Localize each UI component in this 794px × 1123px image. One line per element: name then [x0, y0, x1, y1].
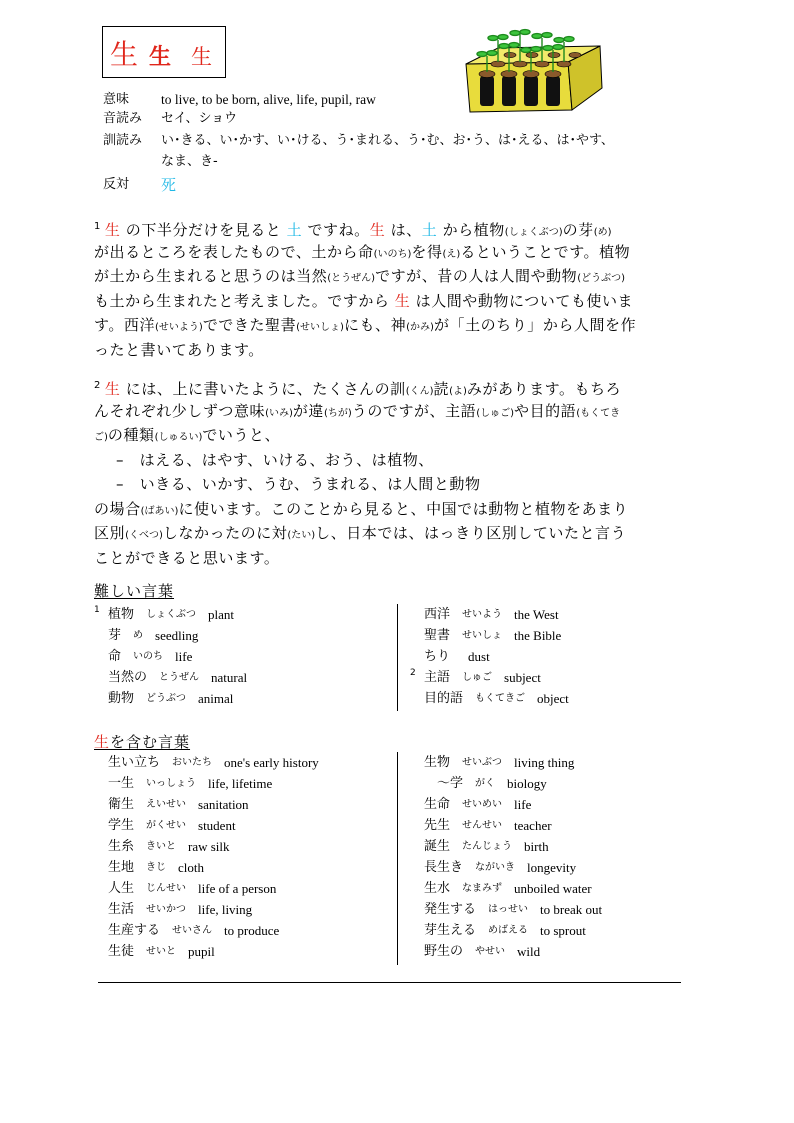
vocab-reading: せいしょ [462, 630, 503, 641]
vocab-reading: せんせい [462, 820, 503, 831]
kun-reading-label: 訓読み [103, 133, 143, 148]
text: るということです。植物 [460, 242, 631, 261]
vocab-word: 衛生 [108, 797, 135, 812]
vocab-reading: ながいき [475, 862, 516, 873]
vocab-english: life of a person [198, 881, 277, 896]
kanji-glyph-brush: 生 [191, 45, 212, 69]
containing-words-heading [94, 731, 190, 752]
vocab-reading: たんじょう [462, 841, 513, 852]
reading: (しょくぶつ) [504, 227, 563, 238]
vocab-reading: め [133, 630, 144, 641]
vocab-english: raw silk [188, 839, 230, 854]
vocab-word: 生産する [108, 923, 161, 938]
highlight-kanji: 生 [104, 380, 121, 398]
vocab-reading: せいぶつ [462, 757, 503, 768]
vocab-word: 誕生 [424, 839, 451, 854]
text: は、 [385, 221, 422, 239]
text: に使います。このことから見ると、中国では動物と植物をあまり [178, 499, 629, 518]
vocab-english: the Bible [514, 628, 562, 643]
text: から植物 [437, 221, 505, 239]
reading: ご) [94, 432, 108, 443]
text: ですが、昔の人は人間や動物 [375, 267, 578, 285]
vocab-reading: いっしょう [146, 778, 197, 789]
vocab-word: 発生する [424, 902, 477, 917]
on-reading-value: セイ、ショウ [161, 111, 238, 126]
paragraph-1 [94, 215, 704, 362]
vocab-english: life [175, 649, 193, 664]
reading: (しゅるい) [154, 432, 203, 443]
vocab-word: 動物 [108, 691, 135, 706]
vocab-word: 植物 [108, 607, 135, 622]
vocab-english: to produce [224, 923, 280, 938]
paragraph-2 [94, 374, 704, 570]
highlight-kanji: 生 [369, 221, 386, 239]
kanji-title-box [102, 26, 226, 78]
vocab-english: one's early history [224, 755, 319, 770]
vocab-reading: えいせい [146, 799, 187, 810]
vocab-english: unboiled water [514, 881, 592, 896]
reading: (かみ) [406, 322, 434, 333]
vocab-reading: せいかつ [146, 904, 187, 915]
vocab-reading: きいと [146, 841, 177, 852]
containing-words-right [410, 752, 710, 967]
reading: (くん) [405, 386, 434, 397]
vocab-word: 当然の [108, 670, 148, 685]
text: 区別 [94, 524, 126, 542]
meaning-label: 意味 [103, 92, 130, 107]
reading: (たい) [287, 530, 316, 541]
vocab-reading: しょくぶつ [146, 609, 197, 620]
vocab-reading: いのち [133, 651, 164, 662]
seedling-tray-illustration [462, 26, 604, 114]
text: が「土のちり」から人間を作 [433, 316, 637, 334]
vocab-word: ～学 [424, 776, 464, 791]
vocab-english: object [537, 691, 569, 706]
reading: (ちが) [323, 407, 352, 419]
vocab-english: wild [517, 944, 541, 959]
vocab-word: 学生 [108, 818, 135, 833]
vocab-english: teacher [514, 818, 552, 833]
vocab-word: 命 [108, 649, 122, 664]
heading-kanji: 生 [94, 733, 111, 751]
note-number: 1 [94, 605, 100, 615]
kun-reading-value-1: い･きる、い･かす、い･ける、う･まれる、う･む、お･う、は･える、は･やす、 [161, 133, 614, 148]
reading: (もくてき [576, 407, 621, 419]
highlight-kanji: 生 [394, 291, 411, 310]
highlight-kanji: 生 [104, 221, 121, 239]
vocab-word: 生地 [108, 860, 135, 875]
vocab-reading: どうぶつ [146, 693, 187, 704]
vocab-reading: はっせい [488, 904, 529, 915]
text: の下半分だけを見ると [120, 221, 287, 239]
vocab-reading: がく [475, 778, 496, 789]
opposite-value: 死 [161, 176, 177, 194]
vocab-reading: しゅご [462, 672, 493, 683]
difficult-words-heading: 難しい言葉 [94, 582, 175, 600]
text: んそれぞれ少しずつ意味 [94, 401, 266, 420]
bullet-humans-animals: – いきる、いかす、うむ、うまれる、は人間と動物 [116, 475, 481, 493]
reading: (せいしょ) [296, 322, 344, 333]
vocab-word: 生糸 [108, 839, 135, 854]
column-divider [397, 752, 398, 965]
vocab-english: plant [208, 607, 235, 622]
text: ですね。 [302, 221, 370, 239]
kanji-glyph-gothic: 生 [110, 38, 139, 71]
text: みがあります。もちろ [466, 380, 622, 398]
text: には、上に書いたように、たくさんの訓 [120, 380, 406, 398]
vocab-reading: がくせい [146, 820, 187, 831]
bullet-plants: – はえる、はやす、いける、おう、は植物、 [116, 450, 434, 469]
reading: (くべつ) [125, 530, 163, 541]
vocab-english: subject [504, 670, 541, 685]
heading-text: を含む言葉 [110, 733, 191, 751]
text: しなかったのに対 [162, 524, 288, 542]
vocab-english: dust [468, 649, 490, 664]
vocab-word: 生物 [424, 755, 451, 770]
reading: (え) [442, 248, 461, 260]
vocab-english: pupil [188, 944, 215, 959]
bottom-rule [98, 982, 681, 983]
vocab-reading: せいめい [462, 799, 503, 810]
vocab-reading: もくてきご [475, 693, 526, 704]
reading: (いみ) [265, 407, 293, 419]
vocab-english: cloth [178, 860, 205, 875]
vocab-word: 主語 [424, 670, 451, 685]
on-reading-label: 音読み [103, 111, 143, 126]
text: し、日本では、はっきり区別していたと言う [315, 524, 627, 542]
vocab-english: living thing [514, 755, 575, 770]
vocab-word: ちり [424, 649, 451, 664]
reading: (ばあい) [140, 505, 179, 517]
vocab-reading: じんせい [146, 883, 187, 894]
text: の種類 [107, 426, 155, 444]
reading: (どうぶつ) [577, 273, 626, 284]
text: 読 [433, 380, 450, 398]
vocab-word: 生い立ち [108, 755, 161, 770]
vocab-english: natural [211, 670, 248, 685]
reading: (とうぜん) [327, 273, 376, 284]
vocab-word: 野生の [424, 944, 464, 959]
note-number: 2 [410, 668, 416, 678]
text: ことができると思います。 [94, 548, 280, 567]
vocab-word: 長生き [424, 860, 464, 875]
vocab-word: 芽 [108, 628, 122, 643]
vocab-english: life, living [198, 902, 253, 917]
text: でできた聖書 [202, 316, 297, 334]
vocab-english: sanitation [198, 797, 249, 812]
vocab-reading: せいさん [172, 925, 213, 936]
highlight-kanji: 土 [421, 221, 438, 239]
meaning-value: to live, to be born, alive, life, pupil, raw [161, 92, 376, 107]
vocab-english: biology [507, 776, 547, 791]
vocab-word: 生命 [424, 797, 451, 812]
reading: (せいよう) [155, 322, 203, 333]
vocab-english: to break out [540, 902, 603, 917]
vocab-reading: なまみず [462, 883, 503, 894]
text: や目的語 [514, 401, 577, 420]
reading: (よ) [449, 386, 467, 397]
text: が出るところを表したもので、土から命 [94, 242, 374, 261]
text: うのですが、主語 [351, 401, 477, 420]
vocab-english: life [514, 797, 532, 812]
opposite-label: 反対 [103, 177, 130, 192]
text: は人間や動物についても使いま [410, 291, 634, 310]
vocab-reading: せいよう [462, 609, 503, 620]
column-divider [397, 604, 398, 711]
reading: (め) [593, 227, 612, 238]
vocab-word: 生水 [424, 881, 451, 896]
reading: (いのち) [373, 248, 412, 260]
vocab-english: seedling [155, 628, 199, 643]
vocab-reading: めばえる [488, 925, 529, 936]
text: の場合 [94, 499, 141, 518]
text: の芽 [562, 221, 594, 239]
text: す。西洋 [94, 316, 156, 334]
text: が違 [292, 401, 324, 420]
difficult-words-right [410, 604, 710, 714]
vocab-word: 一生 [108, 776, 135, 791]
vocab-english: to sprout [540, 923, 586, 938]
text: を得 [411, 242, 443, 261]
vocab-reading: とうぜん [159, 672, 200, 683]
text: が土から生まれると思うのは当然 [94, 267, 328, 285]
vocab-english: birth [524, 839, 549, 854]
text: でいうと、 [202, 426, 281, 444]
text: も土から生まれたと考えました。ですから [94, 291, 395, 310]
vocab-word: 生徒 [108, 944, 135, 959]
paragraph-number: 1 [94, 221, 101, 232]
paragraph-number: 2 [94, 380, 101, 391]
vocab-word: 芽生える [424, 923, 477, 938]
vocab-word: 先生 [424, 818, 451, 833]
text: にも、神 [343, 316, 407, 334]
vocab-word: 聖書 [424, 628, 451, 643]
highlight-kanji: 土 [286, 221, 303, 239]
text: ったと書いてあります。 [94, 340, 264, 359]
containing-words-left [94, 752, 394, 967]
vocab-word: 目的語 [424, 691, 464, 706]
vocab-english: animal [198, 691, 234, 706]
vocab-english: longevity [527, 860, 577, 875]
vocab-reading: きじ [146, 862, 167, 873]
vocab-reading: おいたち [172, 757, 213, 768]
vocab-reading: せいと [146, 946, 177, 957]
difficult-words-left [94, 604, 394, 714]
vocab-reading: やせい [475, 946, 506, 957]
vocab-word: 西洋 [424, 607, 451, 622]
vocab-english: the West [514, 607, 559, 622]
kanji-glyph-mincho: 生 [149, 44, 172, 70]
vocab-word: 生活 [108, 902, 135, 917]
vocab-english: student [198, 818, 236, 833]
reading: (しゅご) [476, 407, 515, 419]
vocab-english: life, lifetime [208, 776, 273, 791]
kun-reading-value-2: なま、き- [161, 154, 218, 169]
vocab-word: 人生 [108, 881, 135, 896]
